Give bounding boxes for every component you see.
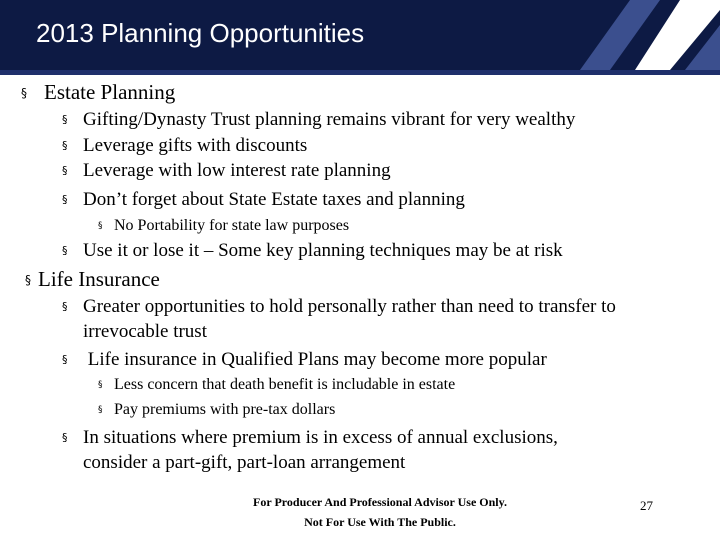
- slide-title: 2013 Planning Opportunities: [36, 18, 365, 48]
- bullet-icon: §: [62, 353, 68, 366]
- insurance-heading: Life Insurance: [38, 267, 160, 291]
- estate-heading: Estate Planning: [44, 80, 176, 104]
- footer-line-1: For Producer And Professional Advisor Use Only.: [253, 495, 507, 509]
- bullet-icon: §: [21, 86, 27, 100]
- bullet-icon: §: [62, 244, 68, 257]
- insurance-sub-item-2: Pay premiums with pre-tax dollars: [114, 401, 336, 418]
- header-rule: [0, 70, 720, 75]
- bullet-icon: §: [62, 431, 68, 444]
- footer-disclaimer: [200, 492, 560, 532]
- bullet-icon: §: [62, 139, 68, 152]
- bullet-icon: §: [98, 405, 103, 415]
- insurance-sub-item-1: Less concern that death benefit is includable in estate: [114, 376, 456, 393]
- bullet-icon: §: [25, 273, 31, 287]
- bullet-icon: §: [98, 380, 103, 390]
- estate-sub-item: No Portability for state law purposes: [114, 217, 350, 234]
- insurance-item-1-line-1: Greater opportunities to hold personally rather than need to transfer to: [83, 296, 616, 317]
- footer-line-2: Not For Use With The Public.: [304, 515, 456, 529]
- insurance-item-1-line-2: irrevocable trust: [83, 321, 207, 342]
- insurance-item-3-line-2: consider a part-gift, part-loan arrangement: [83, 452, 406, 473]
- estate-item-3: Leverage with low interest rate planning: [83, 160, 391, 181]
- bullet-icon: §: [62, 113, 68, 126]
- insurance-item-3-line-1: In situations where premium is in excess of annual exclusions,: [83, 427, 558, 448]
- estate-item-1: Gifting/Dynasty Trust planning remains vibrant for very wealthy: [83, 109, 576, 130]
- estate-item-4: Don’t forget about State Estate taxes and planning: [83, 189, 465, 210]
- slide-header: [0, 0, 720, 70]
- bullet-icon: §: [62, 193, 68, 206]
- estate-item-2: Leverage gifts with discounts: [83, 135, 308, 156]
- bullet-icon: §: [62, 300, 68, 313]
- insurance-item-2: Life insurance in Qualified Plans may become more popular: [83, 349, 547, 370]
- page-number: 27: [640, 498, 653, 513]
- estate-item-5: Use it or lose it – Some key planning techniques may be at risk: [83, 240, 563, 261]
- bullet-icon: §: [62, 164, 68, 177]
- bullet-icon: §: [98, 221, 103, 231]
